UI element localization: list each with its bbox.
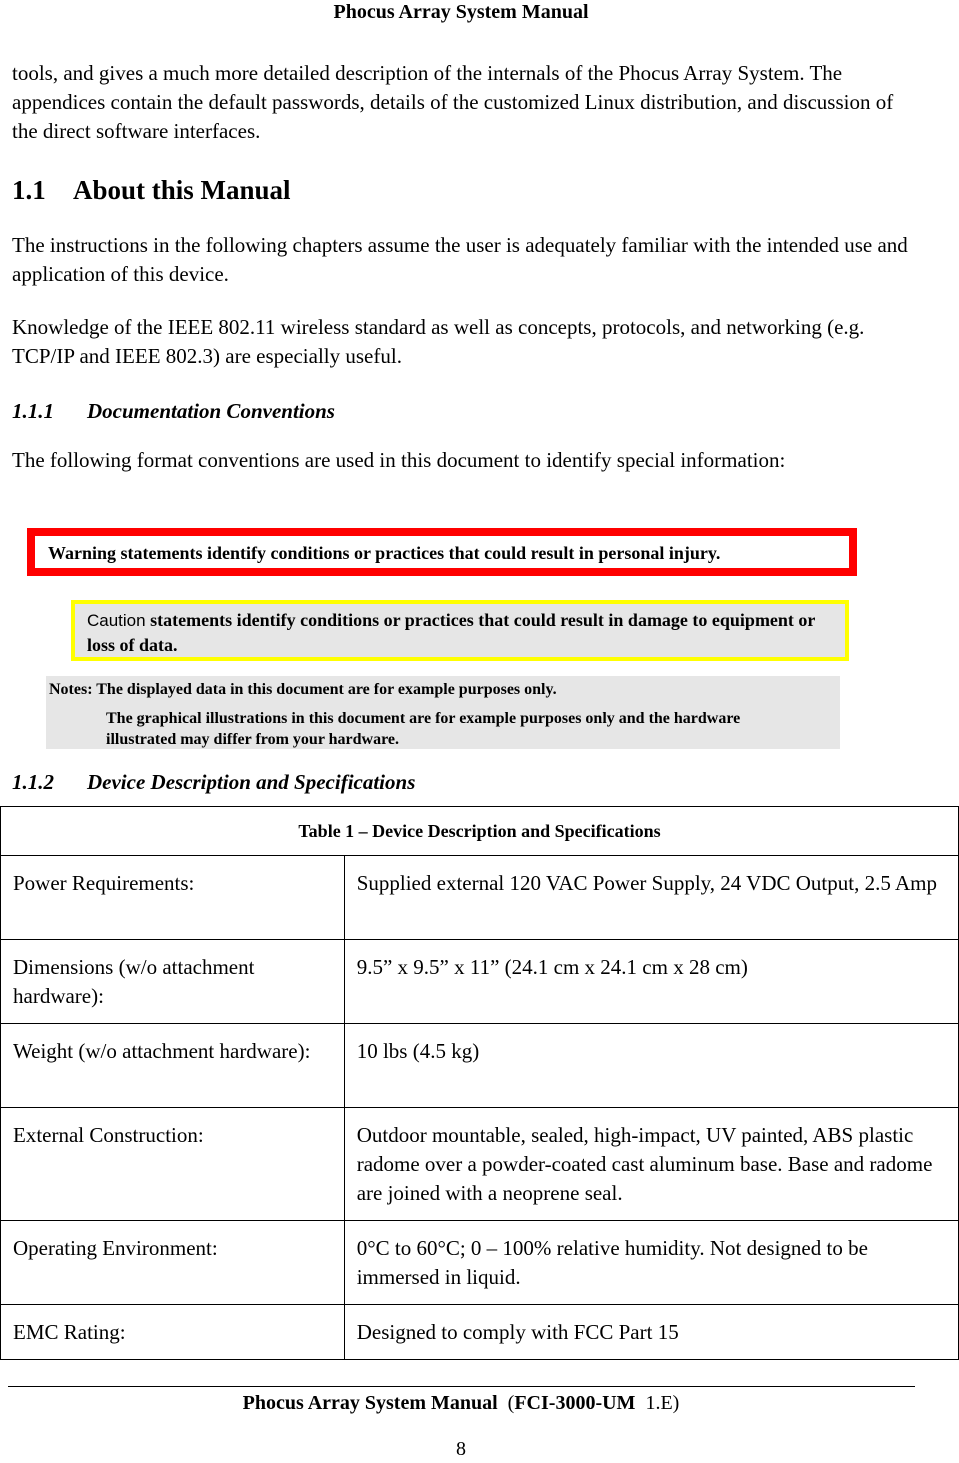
conventions-paragraph: The following format conventions are used in this document to identify special information:	[12, 448, 786, 472]
notes-box	[46, 676, 840, 749]
footer-version: 1.E	[645, 1392, 673, 1414]
spec-value: 10 lbs (4.5 kg)	[344, 1024, 958, 1108]
warning-box	[27, 528, 857, 576]
spec-label: External Construction:	[1, 1108, 345, 1221]
spec-value: Supplied external 120 VAC Power Supply, 24 VDC Output, 2.5 Amp	[344, 856, 958, 940]
intro-paragraph: tools, and gives a much more detailed description of the internals of the Phocus Array System. The appendices contain the default passwords, details of the customized Linux distribution, and discussion of the direct software interfaces.	[12, 61, 894, 143]
footer-divider	[8, 1386, 915, 1387]
spec-label: EMC Rating:	[1, 1305, 345, 1360]
caution-box	[71, 600, 849, 661]
spec-label: Dimensions (w/o attachment hardware):	[1, 940, 345, 1024]
section-heading-1-1	[12, 174, 291, 206]
notes-line-1: Notes: The displayed data in this document are for example purposes only.	[49, 681, 557, 698]
spec-value: 0°C to 60°C; 0 – 100% relative humidity. Not designed to be immersed in liquid.	[344, 1221, 958, 1305]
spec-value: 9.5” x 9.5” x 11” (24.1 cm x 24.1 cm x 28 cm)	[344, 940, 958, 1024]
table-row	[1, 1024, 959, 1108]
page-number: 8	[456, 1438, 466, 1460]
section-number: 1.1	[12, 175, 46, 205]
section-number: 1.1.1	[12, 399, 54, 423]
footer-title: Phocus Array System Manual	[242, 1392, 498, 1414]
page-header-title: Phocus Array System Manual	[333, 1, 589, 23]
table-row	[1, 1221, 959, 1305]
spec-value: Outdoor mountable, sealed, high-impact, UV painted, ABS plastic radome over a powder-coated cast aluminum base. Base and radome are joined with a neoprene seal.	[344, 1108, 958, 1221]
specifications-table	[0, 806, 959, 1360]
section-heading-1-1-2	[12, 769, 415, 795]
footer-doc-code: FCI-3000-UM	[514, 1392, 636, 1414]
about-paragraph-2: Knowledge of the IEEE 802.11 wireless standard as well as concepts, protocols, and networking (e.g. TCP/IP and IEEE 802.3) are especially useful.	[12, 315, 865, 368]
table-caption: Table 1 – Device Description and Specifications	[1, 807, 959, 856]
section-title: Documentation Conventions	[87, 399, 335, 423]
notes-line-2: The graphical illustrations in this document are for example purposes only and the hardware illustrated may differ from your hardware.	[106, 710, 741, 748]
spec-label: Operating Environment:	[1, 1221, 345, 1305]
spec-label: Weight (w/o attachment hardware):	[1, 1024, 345, 1108]
section-number: 1.1.2	[12, 770, 54, 794]
table-row	[1, 1108, 959, 1221]
caution-word: Caution	[87, 611, 146, 630]
warning-text: Warning statements identify conditions or practices that could result in personal injury.	[48, 543, 721, 563]
spec-value: Designed to comply with FCC Part 15	[344, 1305, 958, 1360]
table-caption-row	[1, 807, 959, 856]
section-title: Device Description and Specifications	[87, 770, 416, 794]
about-paragraph-1: The instructions in the following chapters assume the user is adequately familiar with the intended use and application of this device.	[12, 233, 908, 286]
spec-label: Power Requirements:	[1, 856, 345, 940]
table-row	[1, 940, 959, 1024]
caution-text: statements identify conditions or practices that could result in damage to equipment or loss of data.	[87, 610, 816, 655]
caution-content	[75, 604, 845, 657]
page-footer: Phocus Array System Manual (FCI-3000-UM 1.E)	[242, 1392, 680, 1414]
section-heading-1-1-1	[12, 398, 335, 424]
section-title: About this Manual	[73, 175, 291, 205]
table-row	[1, 856, 959, 940]
table-row	[1, 1305, 959, 1360]
